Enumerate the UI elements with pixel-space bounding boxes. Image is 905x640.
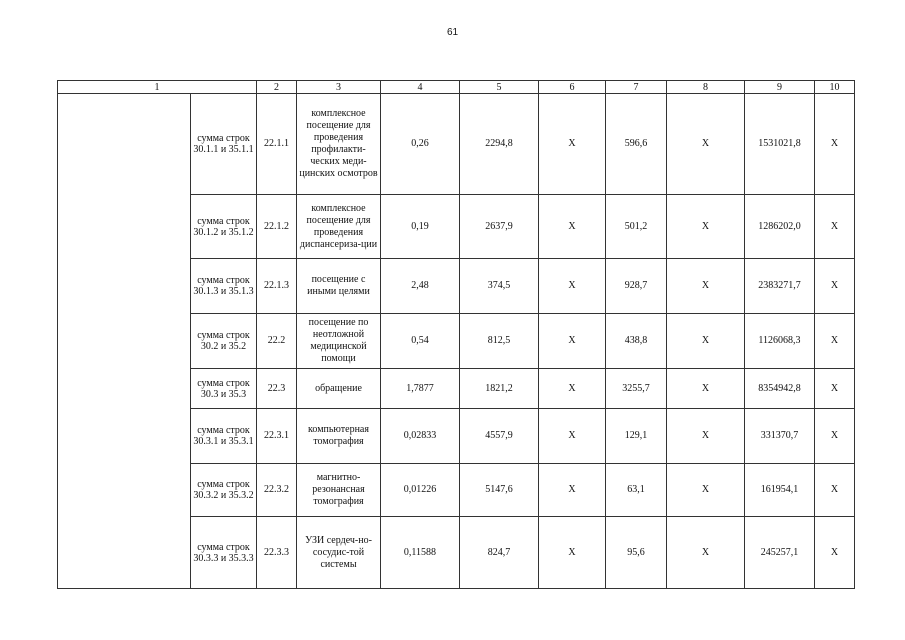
value-cell: Х: [539, 517, 606, 589]
value-cell: Х: [815, 259, 855, 314]
data-table: [57, 80, 855, 589]
value-cell: 824,7: [460, 517, 539, 589]
value-cell: 501,2: [606, 195, 667, 259]
value-cell: 161954,1: [745, 464, 815, 517]
value-cell: Х: [815, 195, 855, 259]
source-cell: сумма строк 30.1.3 и 35.1.3: [191, 259, 257, 314]
value-cell: 1531021,8: [745, 94, 815, 195]
value-cell: 8354942,8: [745, 369, 815, 409]
table-row: [58, 94, 855, 195]
value-cell: 0,54: [381, 314, 460, 369]
header-row: [58, 81, 855, 94]
code-cell: 22.3.3: [257, 517, 297, 589]
value-cell: Х: [815, 369, 855, 409]
value-cell: 2,48: [381, 259, 460, 314]
value-cell: 1,7877: [381, 369, 460, 409]
value-cell: Х: [539, 94, 606, 195]
header-cell: 5: [460, 81, 539, 94]
name-cell: обращение: [297, 369, 381, 409]
name-cell: компьютерная томография: [297, 409, 381, 464]
value-cell: 129,1: [606, 409, 667, 464]
source-cell: сумма строк 30.3.3 и 35.3.3: [191, 517, 257, 589]
value-cell: 331370,7: [745, 409, 815, 464]
value-cell: Х: [667, 409, 745, 464]
value-cell: Х: [667, 314, 745, 369]
value-cell: Х: [815, 464, 855, 517]
value-cell: Х: [539, 369, 606, 409]
page-number: 61: [446, 27, 459, 38]
name-cell: посещение с иными целями: [297, 259, 381, 314]
value-cell: Х: [815, 517, 855, 589]
value-cell: 596,6: [606, 94, 667, 195]
value-cell: Х: [539, 314, 606, 369]
value-cell: 1821,2: [460, 369, 539, 409]
value-cell: Х: [667, 195, 745, 259]
value-cell: Х: [667, 369, 745, 409]
value-cell: 0,11588: [381, 517, 460, 589]
value-cell: Х: [667, 94, 745, 195]
value-cell: Х: [815, 94, 855, 195]
value-cell: 0,02833: [381, 409, 460, 464]
source-cell: сумма строк 30.3 и 35.3: [191, 369, 257, 409]
value-cell: Х: [667, 464, 745, 517]
value-cell: 1286202,0: [745, 195, 815, 259]
value-cell: 1126068,3: [745, 314, 815, 369]
name-cell: посещение по неотложной медицинской помощи: [297, 314, 381, 369]
value-cell: 374,5: [460, 259, 539, 314]
name-cell: комплексное посещение для проведения профилакти-ческих меди-цинских осмотров: [297, 94, 381, 195]
source-cell: сумма строк 30.2 и 35.2: [191, 314, 257, 369]
code-cell: 22.2: [257, 314, 297, 369]
value-cell: 63,1: [606, 464, 667, 517]
source-cell: сумма строк 30.3.2 и 35.3.2: [191, 464, 257, 517]
value-cell: 0,01226: [381, 464, 460, 517]
value-cell: Х: [815, 409, 855, 464]
value-cell: 245257,1: [745, 517, 815, 589]
value-cell: 2637,9: [460, 195, 539, 259]
header-cell: 3: [297, 81, 381, 94]
code-cell: 22.1.2: [257, 195, 297, 259]
source-cell: сумма строк 30.3.1 и 35.3.1: [191, 409, 257, 464]
name-cell: УЗИ сердеч-но-сосудис-той системы: [297, 517, 381, 589]
value-cell: 5147,6: [460, 464, 539, 517]
value-cell: Х: [667, 517, 745, 589]
value-cell: 812,5: [460, 314, 539, 369]
value-cell: 3255,7: [606, 369, 667, 409]
name-cell: комплексное посещение для проведения диспансериза-ции: [297, 195, 381, 259]
header-cell: 10: [815, 81, 855, 94]
value-cell: Х: [815, 314, 855, 369]
header-cell: 6: [539, 81, 606, 94]
value-cell: 2383271,7: [745, 259, 815, 314]
code-cell: 22.1.1: [257, 94, 297, 195]
code-cell: 22.3.1: [257, 409, 297, 464]
header-cell: 9: [745, 81, 815, 94]
value-cell: Х: [667, 259, 745, 314]
blank-merged-cell: [58, 94, 191, 589]
code-cell: 22.3: [257, 369, 297, 409]
value-cell: 0,19: [381, 195, 460, 259]
header-cell: 7: [606, 81, 667, 94]
value-cell: 2294,8: [460, 94, 539, 195]
value-cell: Х: [539, 464, 606, 517]
header-cell: 2: [257, 81, 297, 94]
source-cell: сумма строк 30.1.2 и 35.1.2: [191, 195, 257, 259]
code-cell: 22.3.2: [257, 464, 297, 517]
value-cell: 928,7: [606, 259, 667, 314]
name-cell: магнитно-резонансная томография: [297, 464, 381, 517]
header-cell: 4: [381, 81, 460, 94]
value-cell: Х: [539, 409, 606, 464]
header-cell: 1: [58, 81, 257, 94]
code-cell: 22.1.3: [257, 259, 297, 314]
value-cell: 95,6: [606, 517, 667, 589]
value-cell: 0,26: [381, 94, 460, 195]
value-cell: Х: [539, 259, 606, 314]
value-cell: 438,8: [606, 314, 667, 369]
value-cell: Х: [539, 195, 606, 259]
value-cell: 4557,9: [460, 409, 539, 464]
header-cell: 8: [667, 81, 745, 94]
source-cell: сумма строк 30.1.1 и 35.1.1: [191, 94, 257, 195]
